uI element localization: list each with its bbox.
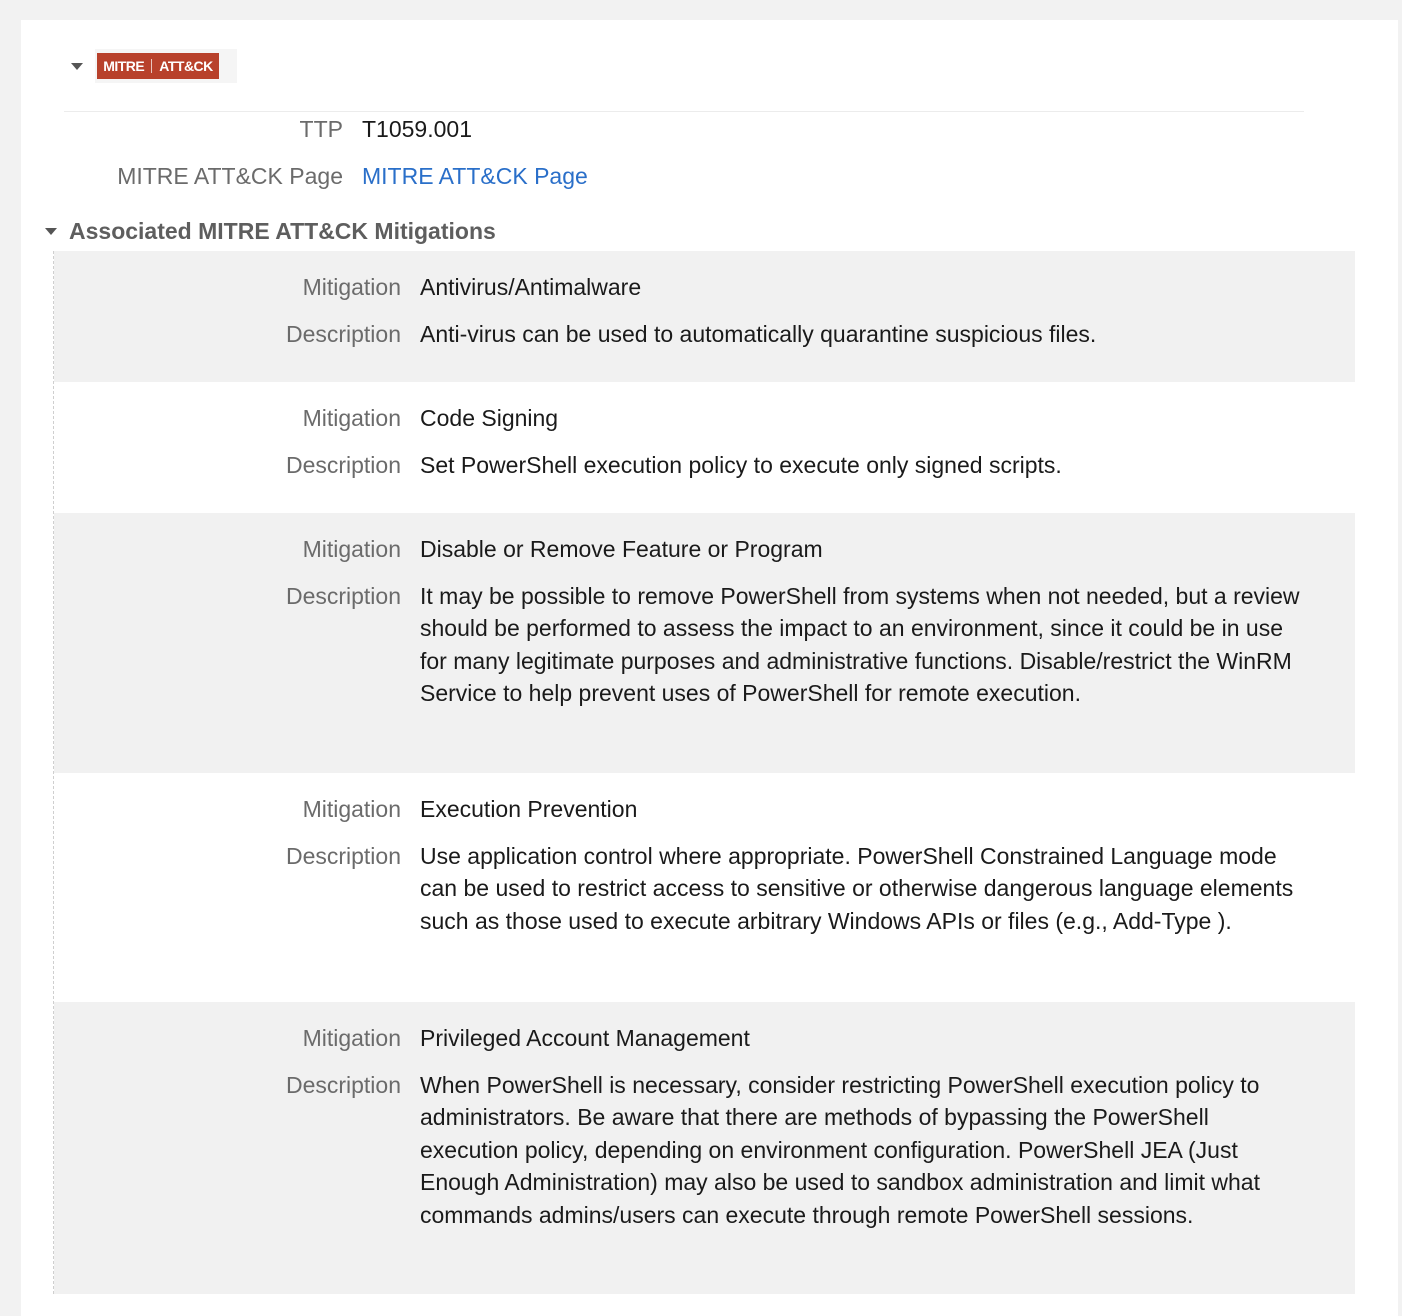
mitigation-label: Mitigation [302, 536, 401, 562]
ttp-value: T1059.001 [362, 116, 472, 142]
mitigations-section-header[interactable] [45, 218, 496, 245]
mitigation-description: When PowerShell is necessary, consider restricting PowerShell execution policy to administrators. Be aware that there are methods of bypassing the PowerShell execution policy, depending on environment configuration. PowerShell JEA (Just Enough Administration) may also be used to sandbox administration and limit what commands admins/users can execute through remote PowerShell sessions. [420, 1071, 1260, 1228]
logo-text-mitre: MITRE [103, 58, 145, 74]
description-row [54, 840, 1355, 938]
mitigations-section-title: Associated MITRE ATT&CK Mitigations [69, 218, 496, 244]
description-row [54, 580, 1355, 710]
mitigation-description: Set PowerShell execution policy to execute only signed scripts. [420, 451, 1062, 478]
mitigation-description: It may be possible to remove PowerShell from systems when not needed, but a review should be performed to assess the impact to an environment, since it could be in use for many legitimate purposes and administrative functions. Disable/restrict the WinRM Service to help prevent uses of PowerShell for remote execution. [420, 582, 1300, 706]
mitigation-row [54, 533, 1355, 566]
mitre-header-row [71, 48, 237, 84]
mitigation-description: Anti-virus can be used to automatically quarantine suspicious files. [420, 320, 1097, 347]
header-divider [64, 111, 1304, 112]
mitigation-name: Privileged Account Management [420, 1025, 750, 1051]
mitigation-name: Antivirus/Antimalware [420, 274, 642, 300]
attack-page-link[interactable]: MITRE ATT&CK Page [362, 163, 588, 189]
mitigation-row [54, 402, 1355, 435]
mitigation-description: Use application control where appropriate. PowerShell Constrained Language mode can be used to restrict access to sensitive or otherwise dangerous language elements such as those used to execute arbitrary Windows APIs or files (e.g., Add-Type ). [420, 842, 1294, 934]
mitigation-label: Mitigation [302, 1025, 401, 1051]
description-row [54, 449, 1355, 482]
section-caret-icon[interactable] [45, 228, 57, 235]
mitigation-row [54, 1022, 1355, 1055]
detail-panel [21, 20, 1398, 1316]
description-label: Description [285, 1071, 401, 1098]
mitigation-item [54, 1002, 1355, 1294]
mitigations-list [53, 251, 1355, 1294]
mitigation-item [54, 773, 1355, 1002]
ttp-label: TTP [299, 116, 343, 142]
mitigation-item [54, 251, 1355, 382]
collapse-caret-icon[interactable] [71, 63, 83, 70]
mitigation-label: Mitigation [302, 405, 401, 431]
mitigation-name: Disable or Remove Feature or Program [420, 536, 823, 562]
mitigation-item [54, 382, 1355, 513]
logo-separator [151, 59, 152, 73]
mitre-attack-logo [97, 53, 219, 79]
mitigation-item [54, 513, 1355, 773]
description-row [54, 318, 1355, 351]
mitigation-label: Mitigation [302, 274, 401, 300]
attack-page-row [64, 161, 588, 191]
mitigation-row [54, 271, 1355, 304]
logo-text-attack: ATT&CK [159, 58, 213, 74]
attack-page-label: MITRE ATT&CK Page [117, 163, 343, 189]
mitigation-label: Mitigation [302, 796, 401, 822]
mitigation-name: Execution Prevention [420, 796, 638, 822]
mitigation-name: Code Signing [420, 405, 559, 431]
description-label: Description [285, 320, 401, 347]
description-label: Description [285, 842, 401, 869]
description-label: Description [285, 582, 401, 609]
description-label: Description [285, 451, 401, 478]
ttp-row [64, 114, 472, 144]
mitre-logo-chip [95, 49, 237, 83]
description-row [54, 1069, 1355, 1232]
mitigation-row [54, 793, 1355, 826]
